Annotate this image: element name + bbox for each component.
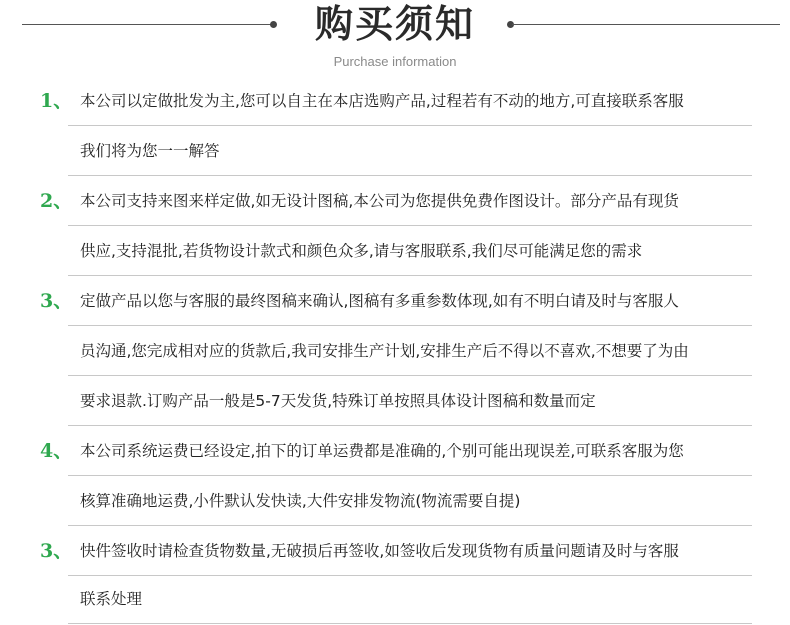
item-text-line: 核算准确地运费,小件默认发快读,大件安排发物流(物流需要自提)	[80, 492, 521, 510]
item-text-line: 供应,支持混批,若货物设计款式和颜色众多,请与客服联系,我们尽可能满足您的需求	[80, 242, 643, 260]
page-title: 购买须知	[314, 2, 475, 46]
page-subtitle: Purchase information	[333, 54, 457, 69]
item-number: 4、	[40, 440, 73, 462]
item-number: 3、	[40, 290, 73, 312]
list-item-continuation	[0, 476, 790, 526]
item-number: 1、	[40, 90, 73, 112]
item-text-line: 本公司以定做批发为主,您可以自主在本店选购产品,过程若有不动的地方,可直接联系客服	[80, 92, 684, 110]
item-text-line: 要求退款.订购产品一般是5-7天发货,特殊订单按照具体设计图稿和数量而定	[80, 392, 596, 410]
list-item-continuation	[0, 226, 790, 276]
row-divider	[68, 623, 752, 624]
item-number: 3、	[40, 540, 73, 562]
header-divider-right	[512, 24, 780, 25]
list-item	[0, 76, 790, 126]
item-text-line: 本公司系统运费已经设定,拍下的订单运费都是准确的,个别可能出现误差,可联系客服为您	[80, 442, 684, 460]
item-text-line: 本公司支持来图来样定做,如无设计图稿,本公司为您提供免费作图设计。部分产品有现货	[80, 192, 679, 210]
item-text-line: 联系处理	[80, 590, 143, 608]
list-item-continuation	[0, 574, 790, 624]
item-text-line: 定做产品以您与客服的最终图稿来确认,图稿有多重参数体现,如有不明白请及时与客服人	[80, 292, 679, 310]
list-item-continuation	[0, 126, 790, 176]
item-text-line: 我们将为您一一解答	[80, 142, 220, 160]
list-item	[0, 426, 790, 476]
list-item	[0, 526, 790, 576]
item-number: 2、	[40, 190, 73, 212]
item-text-line: 员沟通,您完成相对应的货款后,我司安排生产计划,安排生产后不得以不喜欢,不想要了为由	[80, 342, 689, 360]
list-item	[0, 276, 790, 326]
list-item	[0, 176, 790, 226]
list-item-continuation	[0, 326, 790, 376]
item-text-line: 快件签收时请检查货物数量,无破损后再签收,如签收后发现货物有质量问题请及时与客服	[80, 542, 679, 560]
list-item-continuation	[0, 376, 790, 426]
